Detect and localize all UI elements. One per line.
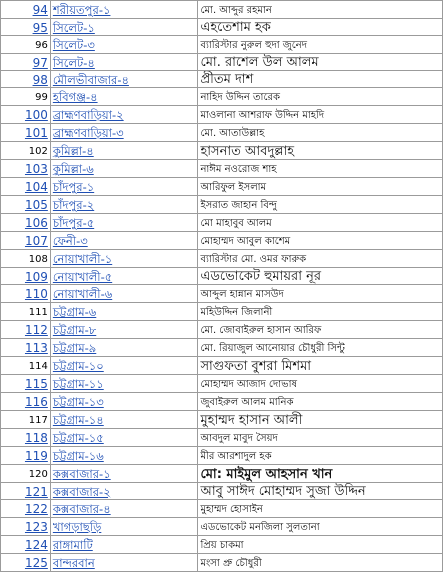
constituency-link[interactable]: ব্রাহ্মণবাড়িয়া-২ <box>52 108 124 122</box>
row-number-cell <box>1 518 51 536</box>
constituency-link[interactable]: চাঁদপুর-১ <box>52 180 95 194</box>
candidate-name: প্রীতম দাশ <box>200 72 254 87</box>
row-number-link[interactable]: 123 <box>24 520 48 534</box>
row-number-link[interactable]: 112 <box>24 323 48 337</box>
row-number-cell <box>1 19 51 36</box>
row-number-link[interactable]: 100 <box>24 108 48 122</box>
row-number-link[interactable]: 115 <box>24 377 48 391</box>
row-number-cell <box>1 106 51 124</box>
row-number-cell <box>1 1 51 19</box>
row-number-cell <box>1 178 51 196</box>
table-row <box>1 54 443 71</box>
constituency-cell <box>50 536 198 554</box>
row-number-cell <box>1 88 51 106</box>
row-number-link: 114 <box>28 361 48 372</box>
candidate-cell <box>198 483 443 500</box>
constituency-cell <box>50 88 198 106</box>
constituency-link[interactable]: কুমিল্লা-৪ <box>52 144 94 158</box>
constituency-link[interactable]: খাগড়াছড়ি <box>52 520 102 534</box>
candidate-cell <box>198 232 443 250</box>
candidate-name: আরিফুল ইসলাম <box>200 182 267 193</box>
candidate-name: মো মাহাবুব আলম <box>200 218 272 229</box>
candidate-cell <box>198 375 443 393</box>
row-number-cell <box>1 483 51 500</box>
row-number-link[interactable]: 106 <box>24 216 48 230</box>
row-number-cell <box>1 196 51 214</box>
table-row <box>1 393 443 411</box>
table-row <box>1 554 443 572</box>
table-row <box>1 375 443 393</box>
candidate-cell <box>198 54 443 71</box>
row-number-link[interactable]: 104 <box>24 180 48 194</box>
row-number-cell <box>1 54 51 71</box>
candidate-cell <box>198 536 443 554</box>
candidate-name: মাওলানা আশরাফ উদ্দিন মাহদি <box>200 110 325 121</box>
table-row <box>1 250 443 268</box>
candidate-name: ইসরাত জাহান বিন্দু <box>200 200 277 211</box>
row-number-link: 117 <box>28 415 48 426</box>
constituency-cell <box>50 54 198 71</box>
constituency-cell <box>50 285 198 303</box>
constituency-cell <box>50 411 198 429</box>
table-row <box>1 19 443 36</box>
table-row <box>1 142 443 160</box>
constituency-cell <box>50 303 198 321</box>
table-row <box>1 71 443 88</box>
table-row <box>1 411 443 429</box>
table-row <box>1 36 443 54</box>
table-row <box>1 178 443 196</box>
candidate-name: মো. আতাউল্লাহ <box>200 128 265 139</box>
table-row <box>1 124 443 142</box>
constituency-link[interactable]: কুমিল্লা-৬ <box>52 162 94 176</box>
candidate-name: ব্যারিস্টার নুরুল হুদা জুনেদ <box>200 40 307 51</box>
candidate-cell <box>198 36 443 54</box>
candidate-name: হাসনাত আবদুল্লাহ <box>200 143 295 159</box>
row-number-cell <box>1 71 51 88</box>
constituency-cell <box>50 196 198 214</box>
constituency-link[interactable]: কক্সবাজার-২ <box>52 484 111 499</box>
row-number-cell <box>1 465 51 483</box>
constituency-link[interactable]: চট্টগ্রাম-১৬ <box>52 449 104 463</box>
candidate-name: মো. রাশেল উল আলম <box>200 55 319 70</box>
candidate-name: জুবাইরুল আলম মানিক <box>200 397 294 408</box>
table-row <box>1 465 443 483</box>
candidate-name: এহতেশাম হক <box>200 20 271 35</box>
table-row <box>1 483 443 500</box>
row-number-cell <box>1 357 51 375</box>
constituency-cell <box>50 375 198 393</box>
row-number-cell <box>1 142 51 160</box>
table-row <box>1 160 443 178</box>
constituency-link[interactable]: সিলেট-৩ <box>52 38 95 52</box>
row-number-link[interactable]: 125 <box>24 556 48 570</box>
constituency-link[interactable]: শরীয়তপুর-১ <box>52 3 111 17</box>
row-number-link: 108 <box>28 254 48 265</box>
candidate-cell <box>198 124 443 142</box>
candidate-cell <box>198 160 443 178</box>
constituency-link[interactable]: চাঁদপুর-২ <box>52 198 95 212</box>
row-number-cell <box>1 447 51 465</box>
constituency-link[interactable]: সিলেট-৪ <box>52 55 95 70</box>
row-number-link[interactable]: 97 <box>32 55 48 70</box>
constituency-cell <box>50 321 198 339</box>
candidate-cell <box>198 214 443 232</box>
candidate-cell <box>198 19 443 36</box>
row-number-link: 111 <box>28 307 48 318</box>
candidate-cell <box>198 71 443 88</box>
constituency-link[interactable]: হবিগঞ্জ-৪ <box>52 90 98 104</box>
row-number-cell <box>1 303 51 321</box>
row-number-cell <box>1 268 51 285</box>
row-number-cell <box>1 339 51 357</box>
row-number-link[interactable]: 113 <box>24 341 48 355</box>
row-number-cell <box>1 411 51 429</box>
row-number-cell <box>1 232 51 250</box>
candidate-name: মহিউদ্দিন জিলানী <box>200 307 273 318</box>
row-number-cell <box>1 160 51 178</box>
row-number-cell <box>1 393 51 411</box>
constituency-link[interactable]: কক্সবাজার-৪ <box>52 502 111 516</box>
constituency-cell <box>50 268 198 285</box>
candidate-name: মুহাম্মদ হোসাইন <box>200 504 263 515</box>
table-row <box>1 321 443 339</box>
constituency-link[interactable]: চট্টগ্রাম-১১ <box>52 377 104 391</box>
constituency-cell <box>50 447 198 465</box>
table-row <box>1 196 443 214</box>
constituency-cell <box>50 106 198 124</box>
constituency-cell <box>50 36 198 54</box>
table-row <box>1 214 443 232</box>
table-row <box>1 339 443 357</box>
row-number-link[interactable]: 116 <box>24 395 48 409</box>
row-number-cell <box>1 429 51 447</box>
constituency-cell <box>50 178 198 196</box>
constituency-cell <box>50 124 198 142</box>
constituency-link[interactable]: চট্টগ্রাম-১৩ <box>52 395 104 409</box>
candidate-cell <box>198 554 443 572</box>
row-number-cell <box>1 375 51 393</box>
constituency-cell <box>50 339 198 357</box>
row-number-cell <box>1 321 51 339</box>
constituency-link[interactable]: ফেনী-৩ <box>52 234 88 248</box>
row-number-cell <box>1 285 51 303</box>
constituency-cell <box>50 160 198 178</box>
row-number-link[interactable]: 98 <box>32 72 48 87</box>
row-number-cell <box>1 250 51 268</box>
constituency-cell <box>50 429 198 447</box>
constituency-link[interactable]: নোয়াখালী-৬ <box>52 287 113 301</box>
candidate-name: আবু সাঈদ মোহাম্মদ সুজা উদ্দিন <box>200 484 366 499</box>
row-number-link[interactable]: 124 <box>24 538 48 552</box>
row-number-link[interactable]: 94 <box>32 3 48 17</box>
row-number-link[interactable]: 103 <box>24 162 48 176</box>
candidate-name: নাঈম নওরোজ শাহ <box>200 164 277 175</box>
candidate-name: নাহিদ উদ্দিন তারেক <box>200 92 280 103</box>
constituency-cell <box>50 393 198 411</box>
row-number-cell <box>1 36 51 54</box>
constituency-cell <box>50 465 198 483</box>
row-number-link: 99 <box>35 92 48 103</box>
constituency-link[interactable]: চট্টগ্রাম-৬ <box>52 305 97 319</box>
candidate-name: মোহাম্মদ আজাদ দোভাষ <box>200 379 297 390</box>
table-row <box>1 518 443 536</box>
row-number-link[interactable]: 122 <box>24 502 48 516</box>
candidate-cell <box>198 106 443 124</box>
constituency-cell <box>50 518 198 536</box>
constituency-link[interactable]: চট্টগ্রাম-১৫ <box>52 431 104 445</box>
candidate-name: মীর আরশাদুল হক <box>200 451 272 462</box>
constituency-cell <box>50 554 198 572</box>
row-number-cell <box>1 124 51 142</box>
candidate-cell <box>198 465 443 483</box>
table-row <box>1 357 443 375</box>
constituency-cell <box>50 250 198 268</box>
constituency-link[interactable]: বান্দরবান <box>52 556 95 570</box>
candidate-cell <box>198 178 443 196</box>
candidate-cell <box>198 357 443 375</box>
constituency-link[interactable]: চট্টগ্রাম-১০ <box>52 359 104 373</box>
table-row <box>1 429 443 447</box>
table-row <box>1 285 443 303</box>
constituency-link[interactable]: কক্সবাজার-১ <box>52 467 111 481</box>
constituency-link[interactable]: মৌলভীবাজার-৪ <box>52 72 129 87</box>
candidate-cell <box>198 447 443 465</box>
row-number-link[interactable]: 107 <box>24 234 48 248</box>
row-number-link[interactable]: 110 <box>24 287 48 301</box>
constituency-cell <box>50 214 198 232</box>
candidate-cell <box>198 268 443 285</box>
row-number-link[interactable]: 105 <box>24 198 48 212</box>
candidate-cell <box>198 321 443 339</box>
constituency-cell <box>50 19 198 36</box>
table-row <box>1 1 443 19</box>
constituency-link[interactable]: নোয়াখালী-১ <box>52 252 113 266</box>
candidate-name: আব্দুল হান্নান মাসউদ <box>200 289 284 300</box>
candidate-name: এডভোকেট হুমায়রা নূর <box>200 269 322 284</box>
candidate-cell <box>198 393 443 411</box>
row-number-cell <box>1 500 51 518</box>
candidate-cell <box>198 411 443 429</box>
row-number-link[interactable]: 95 <box>32 20 48 35</box>
candidate-name: মুহাম্মদ হাসান আলী <box>200 412 303 428</box>
candidate-name: মো. রিয়াজুল আনোয়ার চৌধুরী সিন্টু <box>200 343 345 354</box>
candidate-name: মো. আব্দুর রহমান <box>200 5 272 16</box>
table-row <box>1 500 443 518</box>
candidate-cell <box>198 1 443 19</box>
candidate-name: আবদুল মাবুদ সৈয়দ <box>200 433 278 444</box>
constituency-link[interactable]: সিলেট-১ <box>52 20 95 35</box>
constituency-link[interactable]: ব্রাহ্মণবাড়িয়া-৩ <box>52 126 124 140</box>
constituency-link[interactable]: রাঙ্গামাটি <box>52 538 93 552</box>
row-number-link[interactable]: 101 <box>24 126 48 140</box>
candidate-name: মংসা প্রু চৌধুরী <box>200 558 262 569</box>
row-number-link[interactable]: 121 <box>24 484 48 499</box>
candidate-name: মো: মাইমুল আহসান খান <box>200 466 333 482</box>
candidate-name: মো. জোবাইরুল হাসান আরিফ <box>200 325 322 336</box>
table-row <box>1 88 443 106</box>
table-row <box>1 536 443 554</box>
table-row <box>1 303 443 321</box>
constituency-cell <box>50 142 198 160</box>
row-number-link[interactable]: 119 <box>24 449 48 463</box>
candidate-name: মোহাম্মদ আবুল কাশেম <box>200 236 291 247</box>
candidate-name: এডভোকেট মনজিলা সুলতানা <box>200 522 320 533</box>
constituency-link[interactable]: চট্টগ্রাম-৯ <box>52 341 97 355</box>
table-row <box>1 232 443 250</box>
row-number-link: 102 <box>28 146 48 157</box>
row-number-link: 96 <box>35 40 48 51</box>
constituency-cell <box>50 357 198 375</box>
constituency-link[interactable]: চাঁদপুর-৫ <box>52 216 95 230</box>
constituency-cell <box>50 1 198 19</box>
candidate-name: সাগুফতা বুশরা মিশমা <box>200 358 312 374</box>
constituency-cell <box>50 232 198 250</box>
candidate-name: ব্যারিস্টার মো. ওমর ফারুক <box>200 254 307 265</box>
table-row <box>1 106 443 124</box>
candidate-cell <box>198 196 443 214</box>
candidate-cell <box>198 88 443 106</box>
candidate-cell <box>198 339 443 357</box>
table-row <box>1 447 443 465</box>
row-number-link[interactable]: 118 <box>24 431 48 445</box>
candidate-table-body <box>1 1 443 572</box>
candidate-cell <box>198 250 443 268</box>
candidate-cell <box>198 142 443 160</box>
constituency-link[interactable]: চট্টগ্রাম-৮ <box>52 323 97 337</box>
row-number-link: 120 <box>28 469 48 480</box>
constituency-link[interactable]: চট্টগ্রাম-১৪ <box>52 413 104 427</box>
candidate-cell <box>198 429 443 447</box>
constituency-link[interactable]: নোয়াখালী-৫ <box>52 269 113 284</box>
constituency-cell <box>50 500 198 518</box>
row-number-cell <box>1 214 51 232</box>
candidate-cell <box>198 500 443 518</box>
constituency-cell <box>50 483 198 500</box>
candidate-name: প্রিয় চাকমা <box>200 540 244 551</box>
table-row <box>1 268 443 285</box>
row-number-link[interactable]: 109 <box>24 269 48 284</box>
row-number-cell <box>1 536 51 554</box>
row-number-cell <box>1 554 51 572</box>
candidate-cell <box>198 285 443 303</box>
candidate-cell <box>198 518 443 536</box>
constituency-cell <box>50 71 198 88</box>
candidate-cell <box>198 303 443 321</box>
